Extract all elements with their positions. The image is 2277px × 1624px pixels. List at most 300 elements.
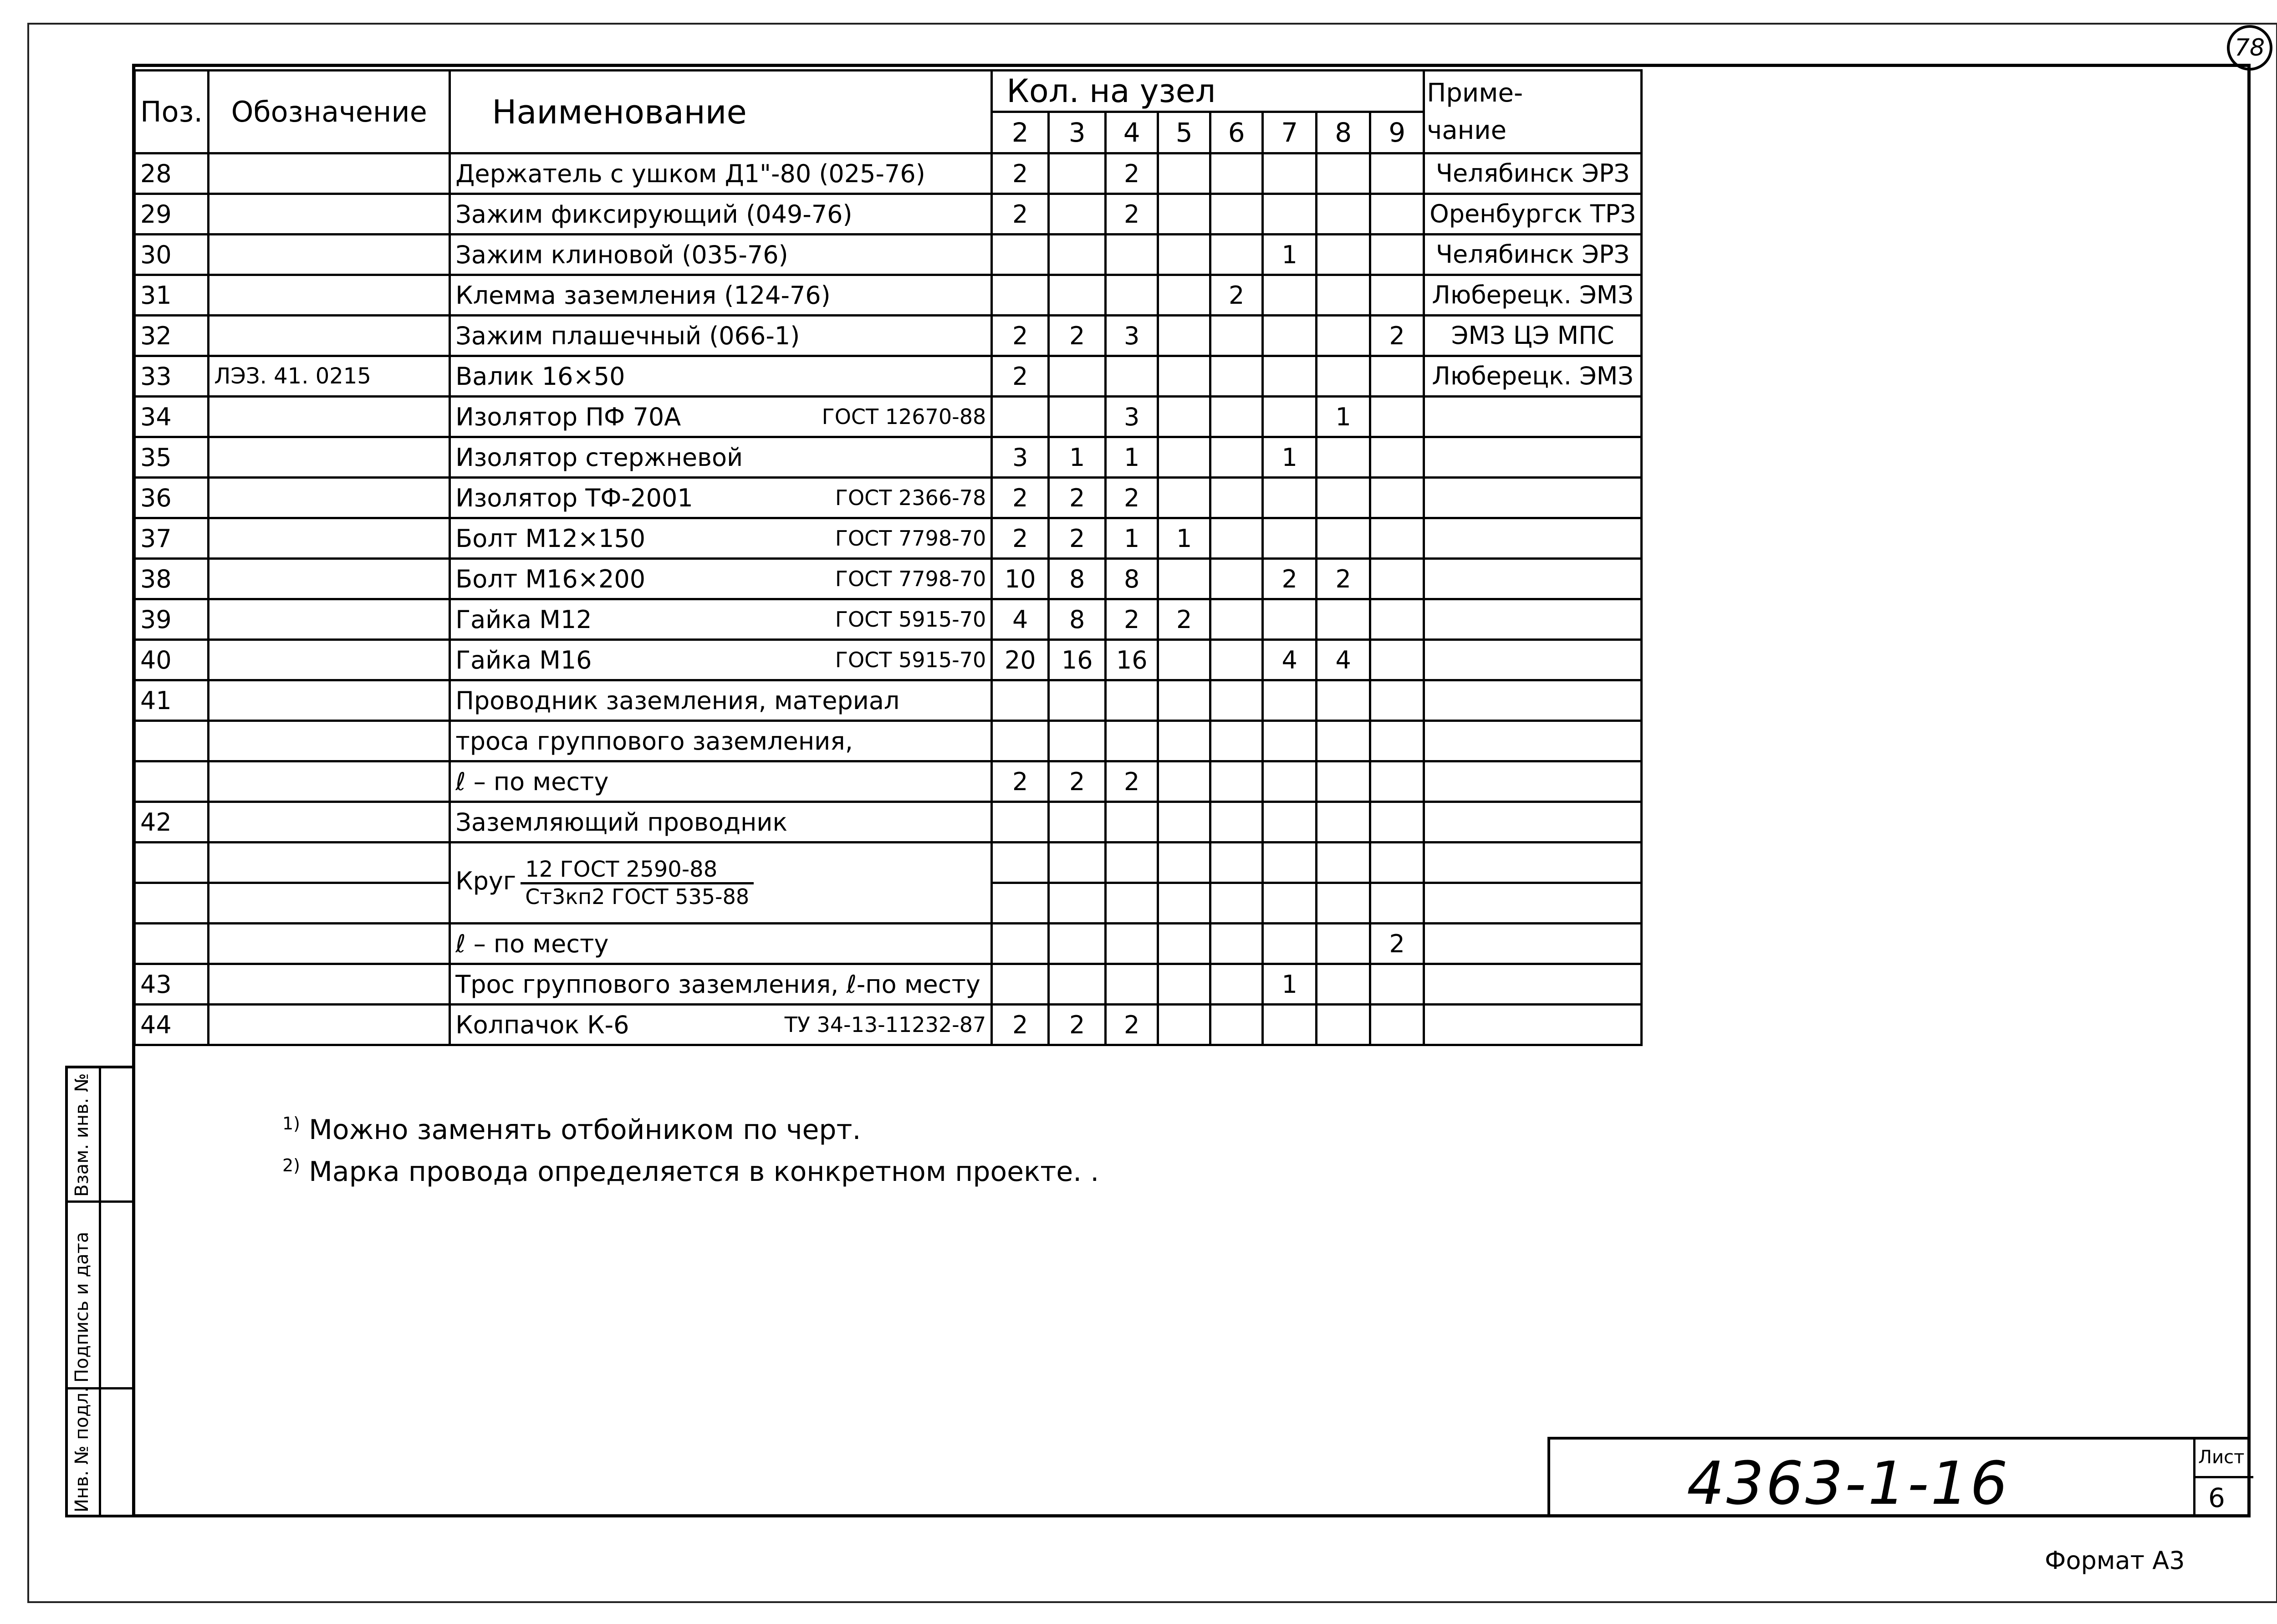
side-stamp-divider xyxy=(99,1068,101,1515)
qty-node-2 xyxy=(992,802,1049,843)
qty-node-9 xyxy=(1370,194,1424,235)
row-pos xyxy=(135,721,209,761)
header-node-3: 3 xyxy=(1049,112,1106,153)
qty-node-7 xyxy=(1263,599,1317,640)
qty-node-6 xyxy=(1210,478,1263,518)
row-name-text: Болт М16×200 xyxy=(455,564,646,593)
row-designation xyxy=(209,802,450,843)
row-name xyxy=(450,1005,992,1045)
qty-node-2: 20 xyxy=(992,640,1049,680)
qty-node-4: 2 xyxy=(1106,761,1158,802)
row-pos: 41 xyxy=(135,680,209,721)
qty-node-6 xyxy=(1210,761,1263,802)
row-designation xyxy=(209,153,450,194)
table-row xyxy=(135,721,1642,761)
row-designation xyxy=(209,397,450,437)
row-pos: 29 xyxy=(135,194,209,235)
qty-node-7 xyxy=(1263,680,1317,721)
row-name-text: Колпачок К-6 xyxy=(455,1010,629,1039)
qty-node-6 xyxy=(1210,964,1263,1005)
qty-node-5 xyxy=(1158,235,1210,275)
qty-node-8 xyxy=(1317,843,1370,883)
qty-node-4: 3 xyxy=(1106,397,1158,437)
qty-node-8 xyxy=(1317,1005,1370,1045)
table-row xyxy=(135,599,1642,640)
row-pos: 33 xyxy=(135,356,209,397)
qty-node-3: 2 xyxy=(1049,518,1106,559)
qty-node-5 xyxy=(1158,559,1210,599)
qty-node-8 xyxy=(1317,964,1370,1005)
qty-node-9 xyxy=(1370,883,1424,924)
qty-node-4 xyxy=(1106,802,1158,843)
header-node-8: 8 xyxy=(1317,112,1370,153)
qty-node-5 xyxy=(1158,640,1210,680)
table-row xyxy=(135,478,1642,518)
qty-node-9 xyxy=(1370,640,1424,680)
qty-node-2: 2 xyxy=(992,1005,1049,1045)
qty-node-9 xyxy=(1370,680,1424,721)
row-pos xyxy=(135,843,209,883)
table-row xyxy=(135,924,1642,964)
qty-node-5 xyxy=(1158,802,1210,843)
row-pos: 38 xyxy=(135,559,209,599)
qty-node-2: 2 xyxy=(992,356,1049,397)
qty-node-3: 2 xyxy=(1049,316,1106,356)
qty-node-3: 2 xyxy=(1049,478,1106,518)
qty-node-2 xyxy=(992,397,1049,437)
row-name xyxy=(450,761,992,802)
qty-node-3: 8 xyxy=(1049,599,1106,640)
row-standard: ГОСТ 7798-70 xyxy=(835,526,986,551)
qty-node-4: 16 xyxy=(1106,640,1158,680)
format-label: Формат А3 xyxy=(2045,1546,2185,1575)
row-note xyxy=(1424,802,1642,843)
qty-node-9 xyxy=(1370,802,1424,843)
qty-node-3 xyxy=(1049,680,1106,721)
row-designation xyxy=(209,194,450,235)
qty-node-2 xyxy=(992,721,1049,761)
row-note xyxy=(1424,924,1642,964)
qty-node-9 xyxy=(1370,235,1424,275)
qty-node-8 xyxy=(1317,437,1370,478)
qty-node-4 xyxy=(1106,275,1158,316)
qty-node-6 xyxy=(1210,559,1263,599)
row-designation xyxy=(209,964,450,1005)
header-designation: Обозначение xyxy=(209,71,450,153)
row-name xyxy=(450,802,992,843)
side-cell-line-1 xyxy=(68,1200,133,1203)
qty-node-6 xyxy=(1210,194,1263,235)
qty-node-5 xyxy=(1158,843,1210,883)
qty-node-2: 2 xyxy=(992,194,1049,235)
qty-node-9 xyxy=(1370,518,1424,559)
row-designation xyxy=(209,275,450,316)
row-name-text: Изолятор стержневой xyxy=(455,443,743,472)
row-designation xyxy=(209,437,450,478)
qty-node-4: 8 xyxy=(1106,559,1158,599)
row-name xyxy=(450,356,992,397)
qty-node-2 xyxy=(992,235,1049,275)
qty-node-7: 4 xyxy=(1263,640,1317,680)
qty-node-2 xyxy=(992,883,1049,924)
qty-node-5 xyxy=(1158,883,1210,924)
qty-node-7 xyxy=(1263,478,1317,518)
qty-node-9 xyxy=(1370,721,1424,761)
qty-node-8 xyxy=(1317,802,1370,843)
row-name-text: Болт М12×150 xyxy=(455,524,646,553)
qty-node-6 xyxy=(1210,316,1263,356)
row-standard: ТУ 34-13-11232-87 xyxy=(784,1012,986,1037)
sheet-box xyxy=(2193,1440,2253,1517)
row-note: Челябинск ЭРЗ xyxy=(1424,235,1642,275)
row-designation xyxy=(209,316,450,356)
qty-node-8 xyxy=(1317,275,1370,316)
qty-node-9 xyxy=(1370,599,1424,640)
row-designation xyxy=(209,518,450,559)
row-name-text: Гайка М16 xyxy=(455,645,592,674)
krug-denominator: Ст3кп2 ГОСТ 535-88 xyxy=(525,884,750,909)
qty-node-5 xyxy=(1158,437,1210,478)
table-row xyxy=(135,1005,1642,1045)
qty-node-8 xyxy=(1317,194,1370,235)
row-standard: ГОСТ 2366-78 xyxy=(835,485,986,510)
row-designation xyxy=(209,235,450,275)
row-pos: 44 xyxy=(135,1005,209,1045)
krug-fraction xyxy=(521,857,754,909)
row-pos xyxy=(135,761,209,802)
qty-node-9 xyxy=(1370,397,1424,437)
qty-node-2: 2 xyxy=(992,153,1049,194)
row-name xyxy=(450,275,992,316)
qty-node-5 xyxy=(1158,397,1210,437)
table-row xyxy=(135,153,1642,194)
header-note: Приме- чание xyxy=(1424,71,1642,153)
qty-node-3: 1 xyxy=(1049,437,1106,478)
qty-node-6 xyxy=(1210,356,1263,397)
row-designation xyxy=(209,1005,450,1045)
row-note xyxy=(1424,397,1642,437)
row-name-text: Зажим плашечный (066-1) xyxy=(455,321,800,350)
qty-node-8 xyxy=(1317,680,1370,721)
row-name-text: Зажим фиксирующий (049-76) xyxy=(455,199,853,229)
qty-node-5 xyxy=(1158,964,1210,1005)
qty-node-8 xyxy=(1317,478,1370,518)
row-pos: 43 xyxy=(135,964,209,1005)
row-name xyxy=(450,640,992,680)
qty-node-3 xyxy=(1049,964,1106,1005)
qty-node-5 xyxy=(1158,924,1210,964)
qty-node-8 xyxy=(1317,316,1370,356)
qty-node-9 xyxy=(1370,437,1424,478)
qty-node-6 xyxy=(1210,437,1263,478)
row-name-text: ℓ – по месту xyxy=(455,929,609,958)
page-number: 78 xyxy=(2234,34,2265,61)
row-name-text: троса группового заземления, xyxy=(455,726,853,756)
header-qty-group: Кол. на узел xyxy=(992,71,1424,112)
qty-node-5: 1 xyxy=(1158,518,1210,559)
row-pos: 42 xyxy=(135,802,209,843)
row-pos xyxy=(135,924,209,964)
row-designation xyxy=(209,599,450,640)
qty-node-2: 2 xyxy=(992,761,1049,802)
qty-node-6 xyxy=(1210,843,1263,883)
table-row xyxy=(135,802,1642,843)
qty-node-8 xyxy=(1317,153,1370,194)
sheet-divider xyxy=(2195,1476,2253,1478)
row-name xyxy=(450,478,992,518)
row-name xyxy=(450,680,992,721)
row-note xyxy=(1424,478,1642,518)
footnote-2-mark: 2) xyxy=(282,1155,301,1175)
row-note xyxy=(1424,843,1642,883)
row-name-text: Клемма заземления (124-76) xyxy=(455,281,831,310)
qty-node-4 xyxy=(1106,924,1158,964)
qty-node-7: 1 xyxy=(1263,437,1317,478)
qty-node-7 xyxy=(1263,843,1317,883)
qty-node-4 xyxy=(1106,680,1158,721)
row-pos: 40 xyxy=(135,640,209,680)
row-name xyxy=(450,397,992,437)
specification-table xyxy=(133,69,1643,1046)
row-designation xyxy=(209,721,450,761)
qty-node-2: 2 xyxy=(992,316,1049,356)
qty-node-8 xyxy=(1317,721,1370,761)
table-row xyxy=(135,275,1642,316)
row-pos: 31 xyxy=(135,275,209,316)
qty-node-4: 2 xyxy=(1106,1005,1158,1045)
table-row xyxy=(135,235,1642,275)
row-name-text: Держатель с ушком Д1"-80 (025-76) xyxy=(455,159,925,188)
row-note xyxy=(1424,721,1642,761)
qty-node-4: 3 xyxy=(1106,316,1158,356)
row-note: ЭМЗ ЦЭ МПС xyxy=(1424,316,1642,356)
qty-node-6 xyxy=(1210,397,1263,437)
row-note xyxy=(1424,964,1642,1005)
row-name-text: Проводник заземления, материал xyxy=(455,686,900,715)
row-note: Челябинск ЭРЗ xyxy=(1424,153,1642,194)
qty-node-6 xyxy=(1210,235,1263,275)
row-name xyxy=(450,964,992,1005)
table-row xyxy=(135,437,1642,478)
qty-node-9 xyxy=(1370,1005,1424,1045)
row-name-text: Заземляющий проводник xyxy=(455,807,788,837)
side-label-replace: Взам. инв. № xyxy=(71,1073,92,1197)
qty-node-8 xyxy=(1317,518,1370,559)
row-standard: ГОСТ 5915-70 xyxy=(835,648,986,672)
qty-node-3 xyxy=(1049,843,1106,883)
qty-node-6 xyxy=(1210,924,1263,964)
qty-node-3: 2 xyxy=(1049,761,1106,802)
table-row xyxy=(135,964,1642,1005)
qty-node-6 xyxy=(1210,680,1263,721)
qty-node-2: 4 xyxy=(992,599,1049,640)
row-pos: 32 xyxy=(135,316,209,356)
qty-node-9 xyxy=(1370,153,1424,194)
row-standard: ГОСТ 7798-70 xyxy=(835,567,986,591)
qty-node-3 xyxy=(1049,194,1106,235)
table-row xyxy=(135,680,1642,721)
table-row xyxy=(135,518,1642,559)
row-note: Люберецк. ЭМЗ xyxy=(1424,356,1642,397)
row-pos: 36 xyxy=(135,478,209,518)
qty-node-5 xyxy=(1158,356,1210,397)
qty-node-7 xyxy=(1263,194,1317,235)
qty-node-9 xyxy=(1370,761,1424,802)
sheet-number: 6 xyxy=(2208,1482,2225,1513)
row-name xyxy=(450,235,992,275)
qty-node-7: 2 xyxy=(1263,559,1317,599)
doc-number: 4363-1-16 xyxy=(1687,1449,2010,1518)
row-name xyxy=(450,721,992,761)
krug-cell xyxy=(450,843,992,924)
qty-node-2: 2 xyxy=(992,478,1049,518)
row-note xyxy=(1424,1005,1642,1045)
qty-node-3: 8 xyxy=(1049,559,1106,599)
row-pos: 30 xyxy=(135,235,209,275)
header-node-4: 4 xyxy=(1106,112,1158,153)
table-row xyxy=(135,397,1642,437)
row-standard: ГОСТ 5915-70 xyxy=(835,607,986,632)
qty-node-3 xyxy=(1049,235,1106,275)
qty-node-3 xyxy=(1049,397,1106,437)
row-designation xyxy=(209,640,450,680)
row-name xyxy=(450,437,992,478)
footnote-2 xyxy=(282,1155,1099,1188)
qty-node-6 xyxy=(1210,640,1263,680)
footnote-1-text: Можно заменять отбойником по черт. xyxy=(309,1114,861,1146)
qty-node-6: 2 xyxy=(1210,275,1263,316)
qty-node-8 xyxy=(1317,924,1370,964)
table-row xyxy=(135,559,1642,599)
table-row xyxy=(135,356,1642,397)
qty-node-7 xyxy=(1263,316,1317,356)
qty-node-3 xyxy=(1049,153,1106,194)
row-pos: 28 xyxy=(135,153,209,194)
row-name-text: Изолятор ПФ 70А xyxy=(455,402,681,431)
header-pos: Поз. xyxy=(135,71,209,153)
row-name-text: Трос группового заземления, ℓ-по месту xyxy=(455,970,980,999)
sheet-label: Лист xyxy=(2198,1447,2245,1468)
header-node-9: 9 xyxy=(1370,112,1424,153)
row-name xyxy=(450,599,992,640)
qty-node-6 xyxy=(1210,518,1263,559)
qty-node-3 xyxy=(1049,356,1106,397)
qty-node-2 xyxy=(992,924,1049,964)
qty-node-8 xyxy=(1317,883,1370,924)
qty-node-8 xyxy=(1317,356,1370,397)
row-designation xyxy=(209,559,450,599)
qty-node-4: 2 xyxy=(1106,478,1158,518)
qty-node-2: 10 xyxy=(992,559,1049,599)
qty-node-6 xyxy=(1210,153,1263,194)
row-pos: 34 xyxy=(135,397,209,437)
row-pos: 37 xyxy=(135,518,209,559)
qty-node-5 xyxy=(1158,194,1210,235)
qty-node-3: 16 xyxy=(1049,640,1106,680)
qty-node-9 xyxy=(1370,356,1424,397)
qty-node-8 xyxy=(1317,235,1370,275)
specification-body xyxy=(135,153,1642,1045)
footnote-1 xyxy=(282,1113,861,1146)
qty-node-2 xyxy=(992,843,1049,883)
qty-node-9: 2 xyxy=(1370,316,1424,356)
row-note: Люберецк. ЭМЗ xyxy=(1424,275,1642,316)
qty-node-3 xyxy=(1049,883,1106,924)
qty-node-8 xyxy=(1317,761,1370,802)
qty-node-9 xyxy=(1370,559,1424,599)
header-node-2: 2 xyxy=(992,112,1049,153)
qty-node-9: 2 xyxy=(1370,924,1424,964)
table-row xyxy=(135,761,1642,802)
qty-node-5 xyxy=(1158,153,1210,194)
row-name xyxy=(450,316,992,356)
row-note xyxy=(1424,680,1642,721)
row-designation xyxy=(209,883,450,924)
qty-node-7 xyxy=(1263,802,1317,843)
row-pos: 39 xyxy=(135,599,209,640)
qty-node-3 xyxy=(1049,721,1106,761)
qty-node-9 xyxy=(1370,964,1424,1005)
qty-node-5 xyxy=(1158,316,1210,356)
qty-node-4 xyxy=(1106,235,1158,275)
qty-node-8 xyxy=(1317,599,1370,640)
header-name: Наименование xyxy=(450,71,992,153)
qty-node-5 xyxy=(1158,721,1210,761)
side-label-signature: Подпись и дата xyxy=(71,1231,92,1383)
qty-node-4 xyxy=(1106,843,1158,883)
qty-node-9 xyxy=(1370,843,1424,883)
page-number-circle xyxy=(2227,25,2272,71)
qty-node-7 xyxy=(1263,153,1317,194)
qty-node-6 xyxy=(1210,721,1263,761)
row-name-text: Изолятор ТФ-2001 xyxy=(455,483,693,512)
krug-numerator: 12 ГОСТ 2590-88 xyxy=(521,857,754,884)
row-name-text: ℓ – по месту xyxy=(455,767,609,796)
qty-node-7 xyxy=(1263,883,1317,924)
qty-node-2 xyxy=(992,680,1049,721)
row-name xyxy=(450,924,992,964)
qty-node-7 xyxy=(1263,275,1317,316)
row-note: Оренбургск ТРЗ xyxy=(1424,194,1642,235)
row-designation xyxy=(209,478,450,518)
qty-node-7 xyxy=(1263,721,1317,761)
row-name xyxy=(450,559,992,599)
qty-node-4 xyxy=(1106,883,1158,924)
row-standard: ГОСТ 12670-88 xyxy=(822,404,986,429)
row-note xyxy=(1424,437,1642,478)
qty-node-7 xyxy=(1263,1005,1317,1045)
qty-node-6 xyxy=(1210,1005,1263,1045)
qty-node-4: 1 xyxy=(1106,437,1158,478)
qty-node-7 xyxy=(1263,356,1317,397)
qty-node-5 xyxy=(1158,275,1210,316)
qty-node-7 xyxy=(1263,761,1317,802)
title-block xyxy=(1547,1437,2251,1517)
qty-node-6 xyxy=(1210,802,1263,843)
table-row xyxy=(135,316,1642,356)
row-note xyxy=(1424,518,1642,559)
qty-node-2 xyxy=(992,964,1049,1005)
qty-node-2 xyxy=(992,275,1049,316)
qty-node-3: 2 xyxy=(1049,1005,1106,1045)
header-node-6: 6 xyxy=(1210,112,1263,153)
qty-node-5 xyxy=(1158,478,1210,518)
qty-node-4: 2 xyxy=(1106,153,1158,194)
row-note xyxy=(1424,761,1642,802)
qty-node-9 xyxy=(1370,478,1424,518)
qty-node-3 xyxy=(1049,924,1106,964)
qty-node-7 xyxy=(1263,397,1317,437)
